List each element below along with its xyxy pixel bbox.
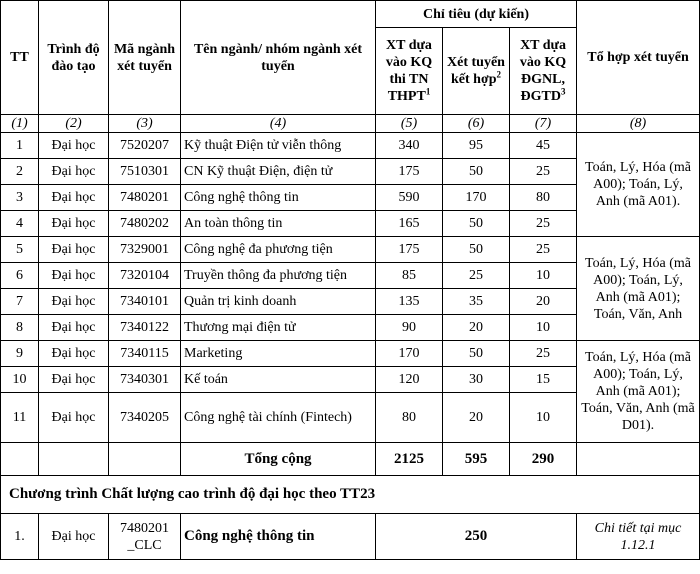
table-row [1,133,700,159]
total-label: Tổng cộng [181,443,376,476]
row-ket-hop: 95 [443,133,510,159]
row-code: 7340101 [109,289,181,315]
row-tt: 7 [1,289,39,315]
row-level: Đại học [39,159,109,185]
row-thpt: 175 [376,159,443,185]
row-tt: 6 [1,263,39,289]
row-ket-hop: 35 [443,289,510,315]
row-code: 7340301 [109,367,181,393]
row-name: Công nghệ tài chính (Fintech) [181,393,376,443]
header-trinh-do: Trình độ đào tạo [39,1,109,115]
row-name: Truyền thông đa phương tiện [181,263,376,289]
col-number: (3) [109,115,181,133]
row-code: 7520207 [109,133,181,159]
row-code: 7510301 [109,159,181,185]
col-number: (1) [1,115,39,133]
row-tt: 9 [1,341,39,367]
row-dgnl: 25 [510,237,577,263]
row-tt: 3 [1,185,39,211]
row-code: 7480201 [109,185,181,211]
total-dgnl: 290 [510,443,577,476]
header-to-hop: Tổ hợp xét tuyển [577,1,700,115]
row-name: Kỹ thuật Điện tử viễn thông [181,133,376,159]
row-name: An toàn thông tin [181,211,376,237]
row-name: Quản trị kinh doanh [181,289,376,315]
row-tt: 4 [1,211,39,237]
row-dgnl: 15 [510,367,577,393]
row-thpt: 85 [376,263,443,289]
header-ma-nganh: Mã ngành xét tuyển [109,1,181,115]
row-dgnl: 10 [510,315,577,341]
header-ten-nganh: Tên ngành/ nhóm ngành xét tuyển [181,1,376,115]
clc-quota: 250 [376,514,577,560]
row-thpt: 90 [376,315,443,341]
row-thpt: 340 [376,133,443,159]
row-dgnl: 25 [510,159,577,185]
row-name: Thương mại điện tử [181,315,376,341]
row-tt: 8 [1,315,39,341]
clc-code: 7480201 _CLC [109,514,181,560]
total-empty [577,443,700,476]
row-ket-hop: 50 [443,211,510,237]
column-number-row [1,115,700,133]
row-ket-hop: 170 [443,185,510,211]
row-ket-hop: 50 [443,159,510,185]
row-code: 7329001 [109,237,181,263]
table-row [1,237,700,263]
total-empty [39,443,109,476]
row-ket-hop: 25 [443,263,510,289]
row-code: 7340115 [109,341,181,367]
clc-name: Công nghệ thông tin [181,514,376,560]
row-tt: 5 [1,237,39,263]
row-name: Công nghệ thông tin [181,185,376,211]
combo-group-2: Toán, Lý, Hóa (mã A00); Toán, Lý, Anh (mã A01); Toán, Văn, Anh [577,237,700,341]
row-level: Đại học [39,393,109,443]
header-chi-tieu: Chỉ tiêu (dự kiến) [376,1,577,28]
col-number: (4) [181,115,376,133]
combo-group-3: Toán, Lý, Hóa (mã A00); Toán, Lý, Anh (mã A01); Toán, Văn, Anh (mã D01). [577,341,700,443]
clc-tt: 1. [1,514,39,560]
row-thpt: 135 [376,289,443,315]
row-level: Đại học [39,237,109,263]
row-ket-hop: 50 [443,341,510,367]
row-level: Đại học [39,263,109,289]
row-name: CN Kỹ thuật Điện, điện tử [181,159,376,185]
row-thpt: 80 [376,393,443,443]
row-dgnl: 20 [510,289,577,315]
row-level: Đại học [39,133,109,159]
total-empty [109,443,181,476]
header-xt-thpt: XT dựa vào KQ thi TN THPT$^1$ [376,28,443,115]
row-ket-hop: 30 [443,367,510,393]
total-empty [1,443,39,476]
row-dgnl: 10 [510,263,577,289]
total-row [1,443,700,476]
row-thpt: 590 [376,185,443,211]
row-tt: 10 [1,367,39,393]
row-level: Đại học [39,367,109,393]
row-thpt: 120 [376,367,443,393]
clc-section-title: Chương trình Chất lượng cao trình độ đại học theo TT23 [1,476,700,514]
clc-row [1,514,700,560]
row-code: 7340205 [109,393,181,443]
row-tt: 2 [1,159,39,185]
col-number: (7) [510,115,577,133]
row-name: Kế toán [181,367,376,393]
row-thpt: 170 [376,341,443,367]
total-thpt: 2125 [376,443,443,476]
total-ket-hop: 595 [443,443,510,476]
combo-group-1: Toán, Lý, Hóa (mã A00); Toán, Lý, Anh (mã A01). [577,133,700,237]
row-level: Đại học [39,289,109,315]
row-dgnl: 45 [510,133,577,159]
row-dgnl: 25 [510,211,577,237]
col-number: (8) [577,115,700,133]
row-dgnl: 25 [510,341,577,367]
clc-level: Đại học [39,514,109,560]
row-thpt: 175 [376,237,443,263]
col-number: (6) [443,115,510,133]
row-dgnl: 80 [510,185,577,211]
row-thpt: 165 [376,211,443,237]
header-xt-ket-hop: Xét tuyển kết hợp$^2$ [443,28,510,115]
header-tt: TT [1,1,39,115]
row-tt: 11 [1,393,39,443]
table-row [1,341,700,367]
row-code: 7320104 [109,263,181,289]
row-ket-hop: 50 [443,237,510,263]
header-xt-dgnl: XT dựa vào KQ ĐGNL, ĐGTD$^3$ [510,28,577,115]
row-code: 7340122 [109,315,181,341]
row-name: Marketing [181,341,376,367]
row-level: Đại học [39,341,109,367]
row-level: Đại học [39,185,109,211]
col-number: (5) [376,115,443,133]
row-ket-hop: 20 [443,393,510,443]
row-dgnl: 10 [510,393,577,443]
row-level: Đại học [39,211,109,237]
row-level: Đại học [39,315,109,341]
row-ket-hop: 20 [443,315,510,341]
clc-note: Chi tiết tại mục 1.12.1 [577,514,700,560]
row-tt: 1 [1,133,39,159]
row-name: Công nghệ đa phương tiện [181,237,376,263]
row-code: 7480202 [109,211,181,237]
col-number: (2) [39,115,109,133]
clc-section-row [1,476,700,514]
header-row-1 [1,1,700,28]
